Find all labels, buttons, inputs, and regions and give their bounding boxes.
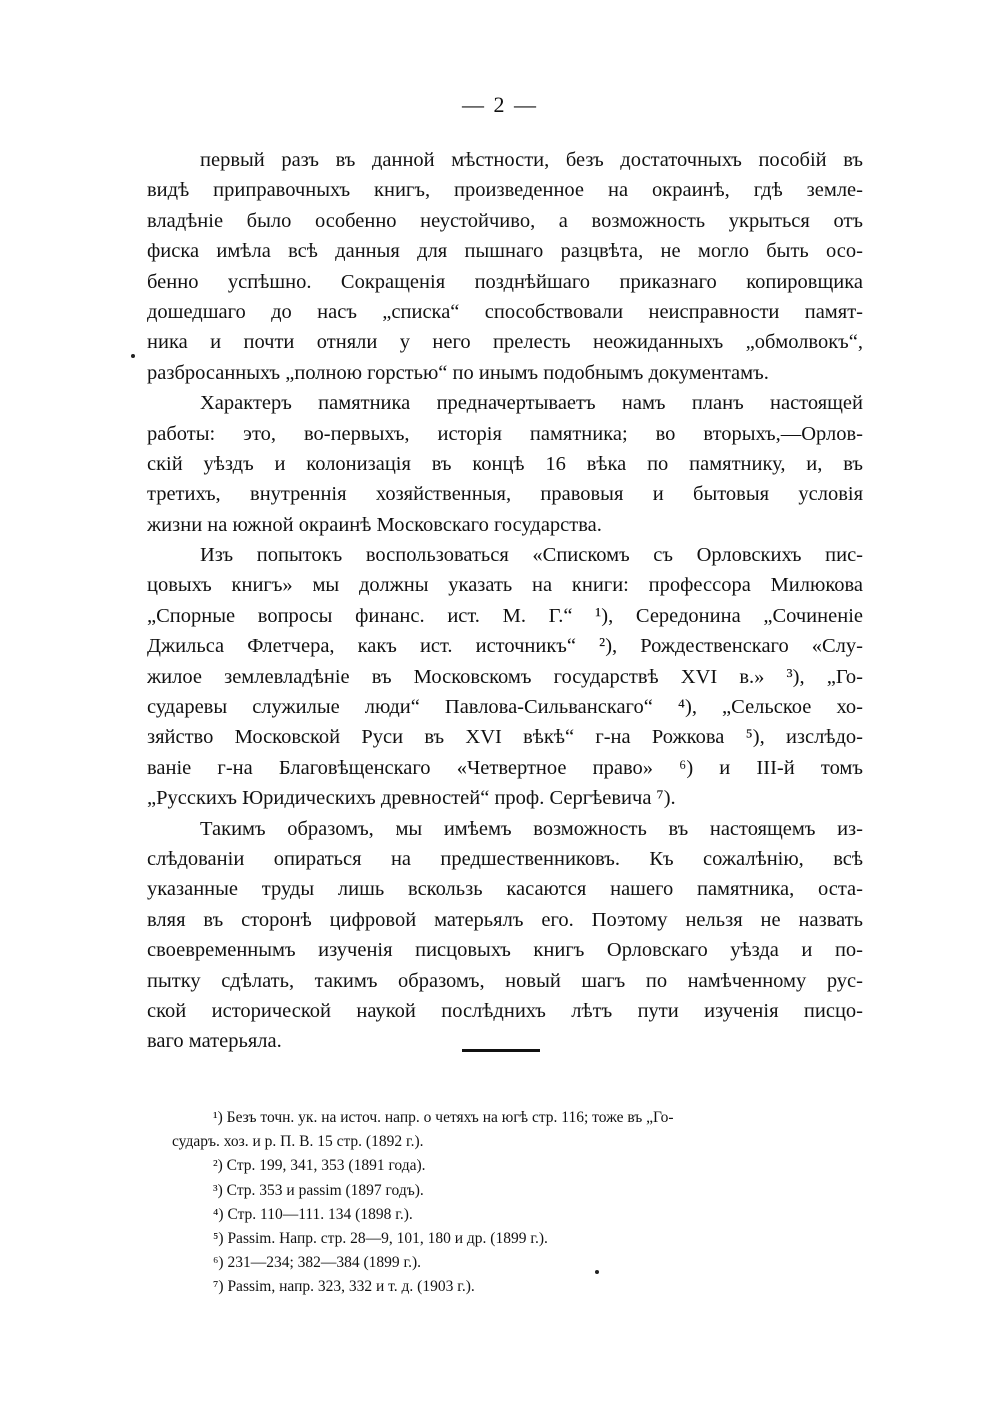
- text-line: слѣдованіи опираться на предшественниковъ. Къ сожалѣнію, всѣ: [147, 847, 863, 870]
- footnote: ²) Стр. 199, 341, 353 (1891 года).: [213, 1157, 426, 1175]
- text-line: ваніе г-на Благовѣщенскаго «Четвертное право» ⁶) и III-й томъ: [147, 756, 863, 779]
- text-line: видѣ приправочныхъ книгъ, произведенное на окраинѣ, гдѣ земле-: [147, 179, 863, 202]
- footnote: сударъ. хоз. и р. П. В. 15 стр. (1892 г.).: [172, 1133, 424, 1151]
- text-line: указанные труды лишь вскользь касаются нашего памятника, оста-: [147, 878, 863, 901]
- text-line: третихъ, внутреннія хозяйственныя, правовыя и бытовыя условія: [147, 483, 863, 506]
- text-line: бенно успѣшно. Сокращенія позднѣйшаго приказнаго копировщика: [147, 270, 863, 293]
- text-line: „Спорные вопросы финанс. ист. М. Г.“ ¹), Середонина „Сочиненіе: [147, 604, 863, 627]
- text-line: Такимъ образомъ, мы имѣемъ возможность въ настоящемъ из-: [200, 817, 863, 840]
- text-line: Изъ попытокъ воспользоваться «Спискомъ съ Орловскихъ пис-: [200, 544, 863, 567]
- text-line: своевременнымъ изученія писцовыхъ книгъ Орловскаго уѣзда и по-: [147, 939, 863, 962]
- text-line: судаpевы служилые люди“ Павлова-Сильванскаго“ ⁴), „Сельское хо-: [147, 696, 863, 719]
- footnote: ⁴) Стр. 110—111. 134 (1898 г.).: [213, 1205, 413, 1223]
- text-line: „Русскихъ Юридическихъ древностей“ проф. Сергѣевича ⁷).: [147, 787, 676, 810]
- text-line: фиска имѣла всѣ данныя для пышнаго разцвѣта, не могло быть осо-: [147, 240, 863, 263]
- page-number: — 2 —: [462, 92, 538, 117]
- text-line: Джильса Флетчера, какъ ист. источникъ“ ²), Рождественскаго «Слу-: [147, 635, 863, 658]
- footnotes: [172, 1106, 862, 1300]
- footnote: ⁷) Passim, напр. 323, 332 и т. д. (1903 г.).: [213, 1278, 475, 1296]
- text-line: зяйство Московской Руси въ XVI вѣкѣ“ г-на Рожкова ⁵), изслѣдо-: [147, 726, 863, 749]
- text-line: вляя въ сторонѣ цифровой матерьялъ его. Поэтому нельзя не назвать: [147, 908, 863, 931]
- text-line: пытку сдѣлать, такимъ образомъ, новый шагъ по намѣченному рус-: [147, 969, 863, 992]
- text-line: ской исторической наукой послѣднихъ лѣтъ пути изученія писцо-: [147, 999, 863, 1022]
- text-line: ника и почти отняли у него прелесть неожиданныхъ „обмолвокъ“,: [147, 331, 863, 354]
- scan-speck: [131, 354, 135, 358]
- footnote: ⁶) 231—234; 382—384 (1899 г.).: [213, 1254, 422, 1272]
- text-line: ваго матерьяла.: [147, 1030, 282, 1053]
- text-line: дошедшаго до насъ „списка“ способствовали неисправности памят-: [147, 300, 863, 323]
- text-line: первый разъ въ данной мѣстности, безъ достаточныхъ пособій въ: [200, 149, 863, 171]
- main-text: [147, 145, 863, 1057]
- text-line: жизни на южной окраинѣ Московскаго государства.: [147, 513, 602, 536]
- footnote: ⁵) Passim. Напр. стр. 28—9, 101, 180 и др. (1899 г.).: [213, 1230, 548, 1248]
- section-divider: [462, 1049, 540, 1052]
- text-line: разбросанныхъ „полною горстью“ по инымъ подобнымъ документамъ.: [147, 361, 769, 384]
- scan-speck: [595, 1270, 599, 1274]
- text-line: владѣніе было особенно неустойчиво, а возможность укрыться отъ: [147, 209, 863, 232]
- footnote: ³) Стр. 353 и passim (1897 годъ).: [213, 1181, 424, 1199]
- text-line: скій уѣздъ и колонизація въ концѣ 16 вѣка по памятнику, и, въ: [147, 452, 863, 475]
- text-line: жилое землевладѣніе въ Московскомъ государствѣ XVI в.» ³), „Го-: [147, 665, 863, 688]
- text-line: Характеръ памятника предначертываетъ намъ планъ настоящей: [200, 392, 863, 415]
- text-line: цовыхъ книгъ» мы должны указать на книги: профессора Милюкова: [147, 574, 863, 597]
- footnote: ¹) Безъ точн. ук. на источ. напр. о четяхъ на югѣ стр. 116; тоже въ „Го-: [213, 1109, 674, 1126]
- text-line: работы: это, во-первыхъ, исторія памятника; во вторыхъ,—Орлов-: [147, 422, 863, 445]
